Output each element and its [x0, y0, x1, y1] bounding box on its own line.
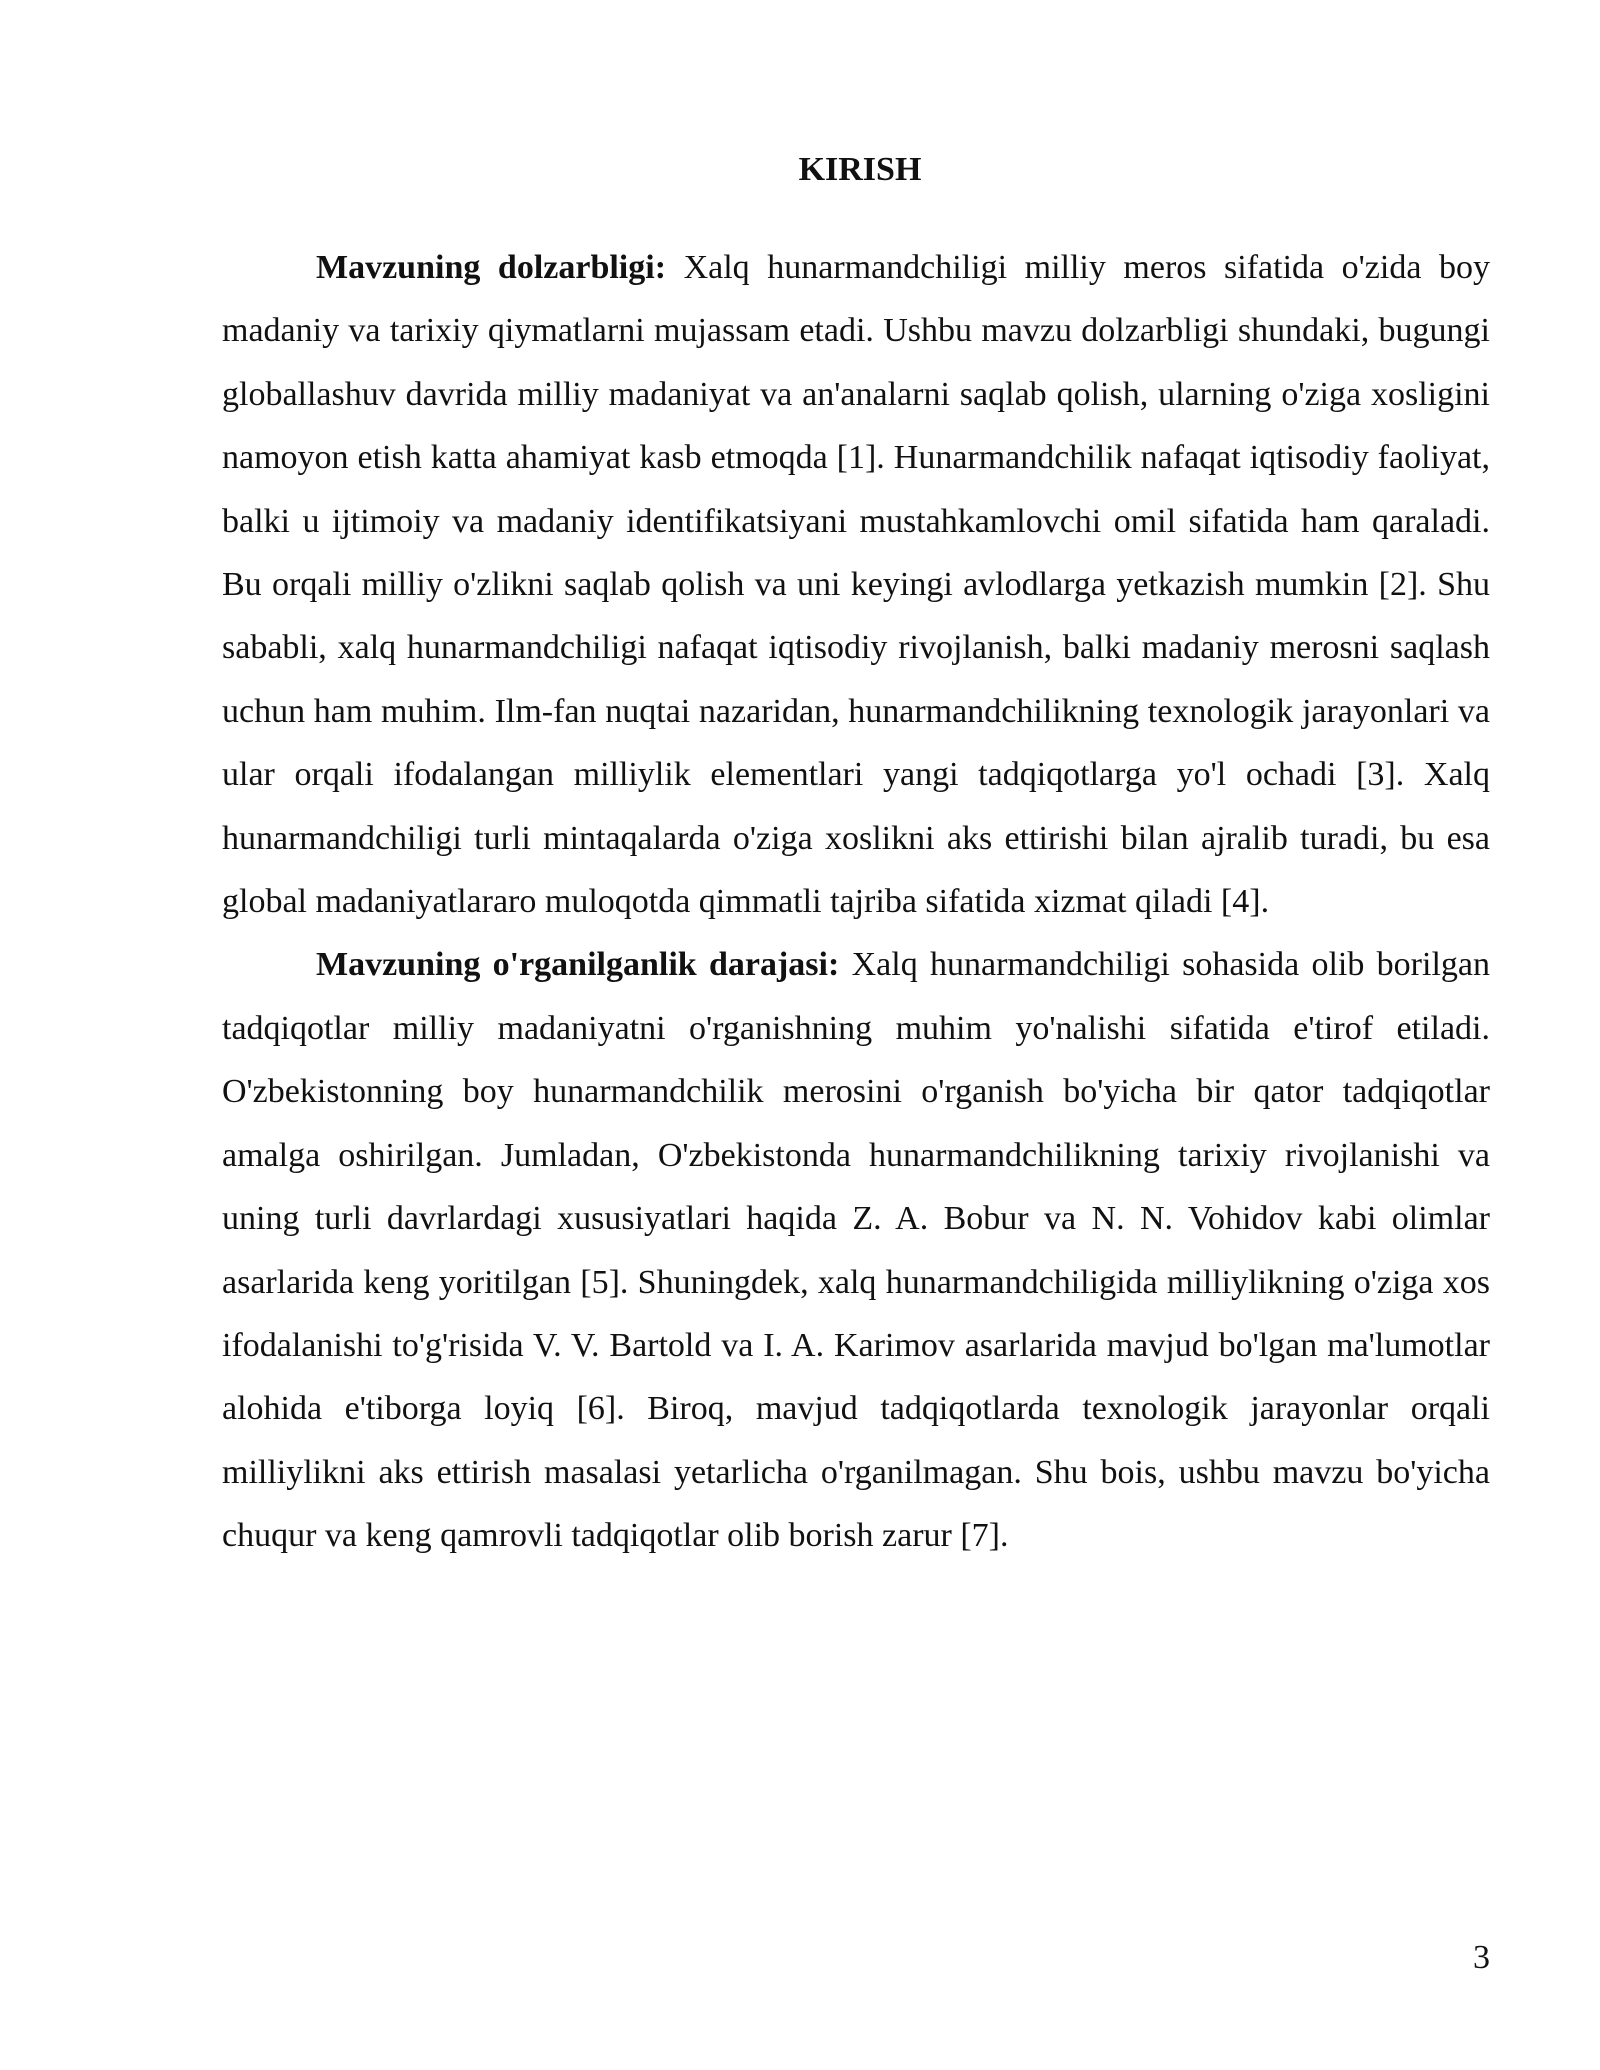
paragraph-relevance — [222, 236, 1490, 933]
paragraph-lead: Mavzuning o'rganilganlik darajasi: — [316, 946, 840, 984]
paragraph-study-level — [222, 933, 1490, 1567]
paragraph-lead: Mavzuning dolzarbligi: — [316, 249, 667, 286]
paragraph-text: Xalq hunarmandchiligi milliy meros sifatida o'zida boy madaniy va tarixiy qiymatlarni mujassam etadi. Ushbu mavzu dolzarbligi shundaki, bugungi globallashuv davrida milliy madaniyat va an'analarni saqlab qolish, ularning o'ziga xosligini namoyon etish katta ahamiyat kasb etmoqda [1]. Hunarmandchilik nafaqat iqtisodiy faoliyat, balki u ijtimoiy va madaniy identifikatsiyani mustahkamlovchi omil sifatida ham qaraladi. Bu orqali milliy o'zlikni saqlab qolish va uni keyingi avlodlarga yetkazish mumkin [2]. Shu sababli, xalq hunarmandchiligi nafaqat iqtisodiy rivojlanish, balki madaniy merosni saqlash uchun ham muhim. Ilm-fan nuqtai nazaridan, hunarmandchilikning texnologik jarayonlari va ular orqali ifodalangan milliylik elementlari yangi tadqiqotlarga yo'l ochadi [3]. Xalq hunarmandchiligi turli mintaqalarda o'ziga xoslikni aks ettirishi bilan ajralib turadi, bu esa global madaniyatlararo muloqotda qimmatli tajriba sifatida xizmat qiladi [4]. — [222, 249, 1490, 921]
paragraph-text: Xalq hunarmandchiligi sohasida olib borilgan tadqiqotlar milliy madaniyatni o'rganishning muhim yo'nalishi sifatida e'tirof etiladi. O'zbekistonning boy hunarmandchilik merosini o'rganish bo'yicha bir qator tadqiqotlar amalga oshirilgan. Jumladan, O'zbekistonda hunarmandchilikning tarixiy rivojlanishi va uning turli davrlardagi xususiyatlari haqida Z. A. Bobur va N. N. Vohidov kabi olimlar asarlarida keng yoritilgan [5]. Shuningdek, xalq hunarmandchiligida milliylikning o'ziga xos ifodalanishi to'g'risida V. V. Bartold va I. A. Karimov asarlarida mavjud bo'lgan ma'lumotlar alohida e'tiborga loyiq [6]. Biroq, mavjud tadqiqotlarda texnologik jarayonlar orqali milliylikni aks ettirish masalasi yetarlicha o'rganilmagan. Shu bois, ushbu mavzu bo'yicha chuqur va keng qamrovli tadqiqotlar olib borish zarur [7]. — [222, 946, 1490, 1555]
body-text — [222, 236, 1490, 1568]
page-number: 3 — [1473, 1939, 1490, 1976]
section-title: KIRISH — [798, 151, 922, 188]
